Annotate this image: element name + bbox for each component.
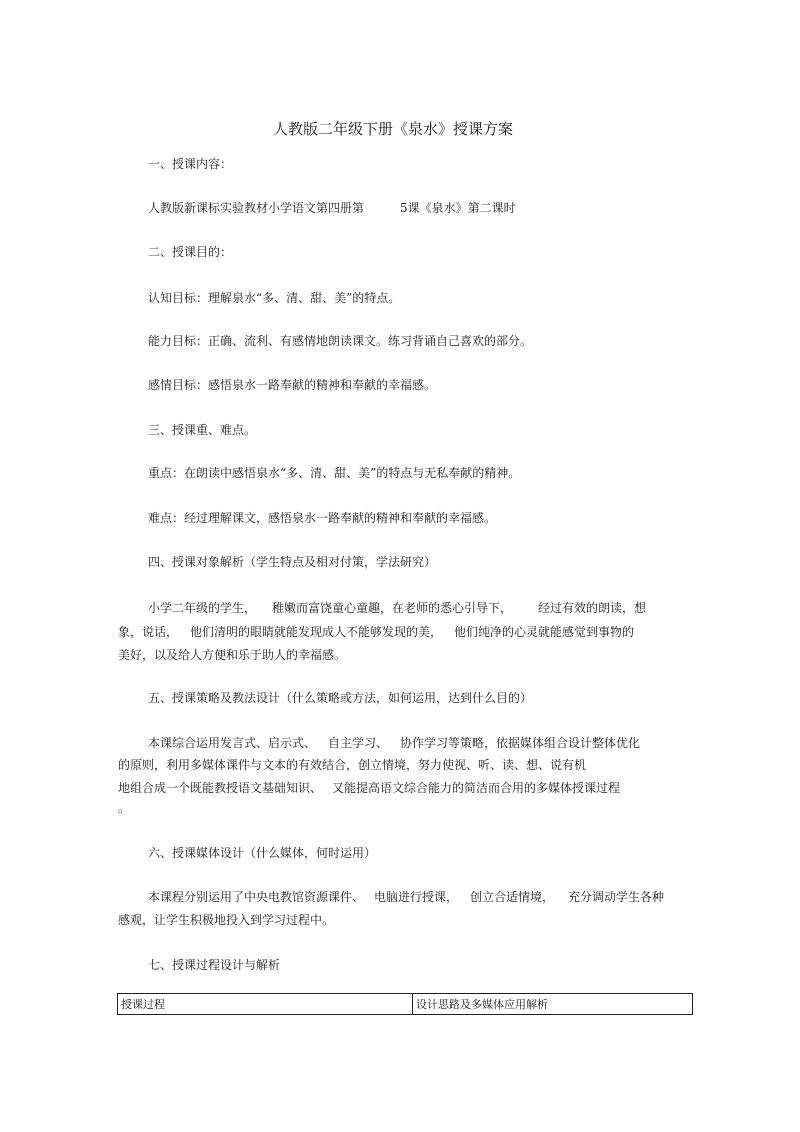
emotion-goal: 感情目标：感悟泉水一路奉献的精神和奉献的幸福感。: [148, 378, 437, 392]
process-table: [117, 993, 693, 1015]
table-header-design: 设计思路及多媒体应用解析: [413, 994, 693, 1015]
table-row: [118, 994, 693, 1015]
section-1-content: [148, 200, 516, 216]
s5-p1-part-b: 自主学习、: [328, 736, 389, 750]
s6-p1-part-d: 充分调动学生各种: [568, 890, 665, 904]
section-5-para-line-2: 的原则，利用多媒体课件与文本的有效结合，创立情境，努力使视、听、读、想、说有机: [118, 758, 587, 772]
section-1-text-b: 5课《泉水》第二课时: [400, 201, 516, 215]
s4-p1-part-b: 稚嫩而富饶童心童趣，在老师的悉心引导下，: [272, 601, 513, 615]
s5-p3-part-b: 又能提高语文综合能力的简洁而合用的多媒体授课过程: [332, 781, 621, 795]
section-3-heading: 三、授课重、难点。: [148, 423, 257, 437]
section-5-para-line-1: [148, 735, 640, 751]
section-6-para-line-1: [148, 889, 664, 905]
s6-p1-part-c: 创立合适情境，: [470, 890, 555, 904]
s6-p1-part-a: 本课程分别运用了中央电教馆资源课件、: [148, 890, 365, 904]
s4-p1-part-a: 小学二年级的学生，: [148, 601, 257, 615]
section-1-text-a: 人教版新课标实验教材小学语文第四册第: [148, 201, 365, 215]
difficult-point: 难点：经过理解课文，感悟泉水一路奉献的精神和奉献的幸福感。: [148, 511, 497, 525]
s5-p3-part-a: 地组合成一个既能教授语文基础知识、: [118, 781, 323, 795]
s4-p2-part-a: 象，说话，: [118, 625, 179, 639]
section-7-heading: 七、授课过程设计与解析: [148, 958, 281, 972]
section-4-heading: 四、授课对象解析（学生特点及相对付策，学法研究）: [148, 555, 437, 569]
page-title: 人教版二年级下册《泉水》授课方案: [273, 120, 514, 138]
section-2-heading: 二、授课目的：: [148, 245, 233, 259]
table-header-process: 授课过程: [118, 994, 413, 1015]
section-4-para-line-1: [148, 600, 646, 616]
section-1-heading: 一、授课内容：: [148, 157, 233, 171]
s6-p1-part-b: 电脑进行授课，: [374, 890, 459, 904]
s4-p1-part-c: 经过有效的朗读，想: [538, 601, 647, 615]
section-4-para-line-3: 美好，以及给人方便和乐于助人的幸福感。: [118, 648, 347, 662]
cognitive-goal: 认知目标：理解泉水“多、清、甜、美”的特点。: [148, 291, 401, 305]
s5-p1-part-c: 协作学习等策略，依据媒体组合设计整体优化: [400, 736, 641, 750]
section-6-para-line-2: 感观，让学生积极地投入到学习过程中。: [118, 913, 335, 927]
section-5-para-line-3: [118, 780, 620, 796]
section-4-para-line-2: [118, 624, 634, 640]
ability-goal: 能力目标：正确、流利、有感情地朗读课文。练习背诵自己喜欢的部分。: [148, 334, 533, 348]
section-5-heading: 五、授课策略及教法设计（什么策略或方法，如何运用，达到什么目的）: [148, 691, 533, 705]
key-point: 重点：在朗读中感悟泉水“多、清、甜、美”的特点与无私奉献的精神。: [148, 466, 521, 480]
s5-p1-part-a: 本课综合运用发言式、启示式、: [148, 736, 317, 750]
section-5-para-line-4: 。: [118, 801, 131, 815]
section-6-heading: 六、授课媒体设计（什么媒体，何时运用）: [148, 846, 377, 860]
s4-p2-part-b: 他们清明的眼睛就能发现成人不能够发现的美，: [190, 625, 443, 639]
s4-p2-part-c: 他们纯净的心灵就能感觉到事物的: [454, 625, 635, 639]
